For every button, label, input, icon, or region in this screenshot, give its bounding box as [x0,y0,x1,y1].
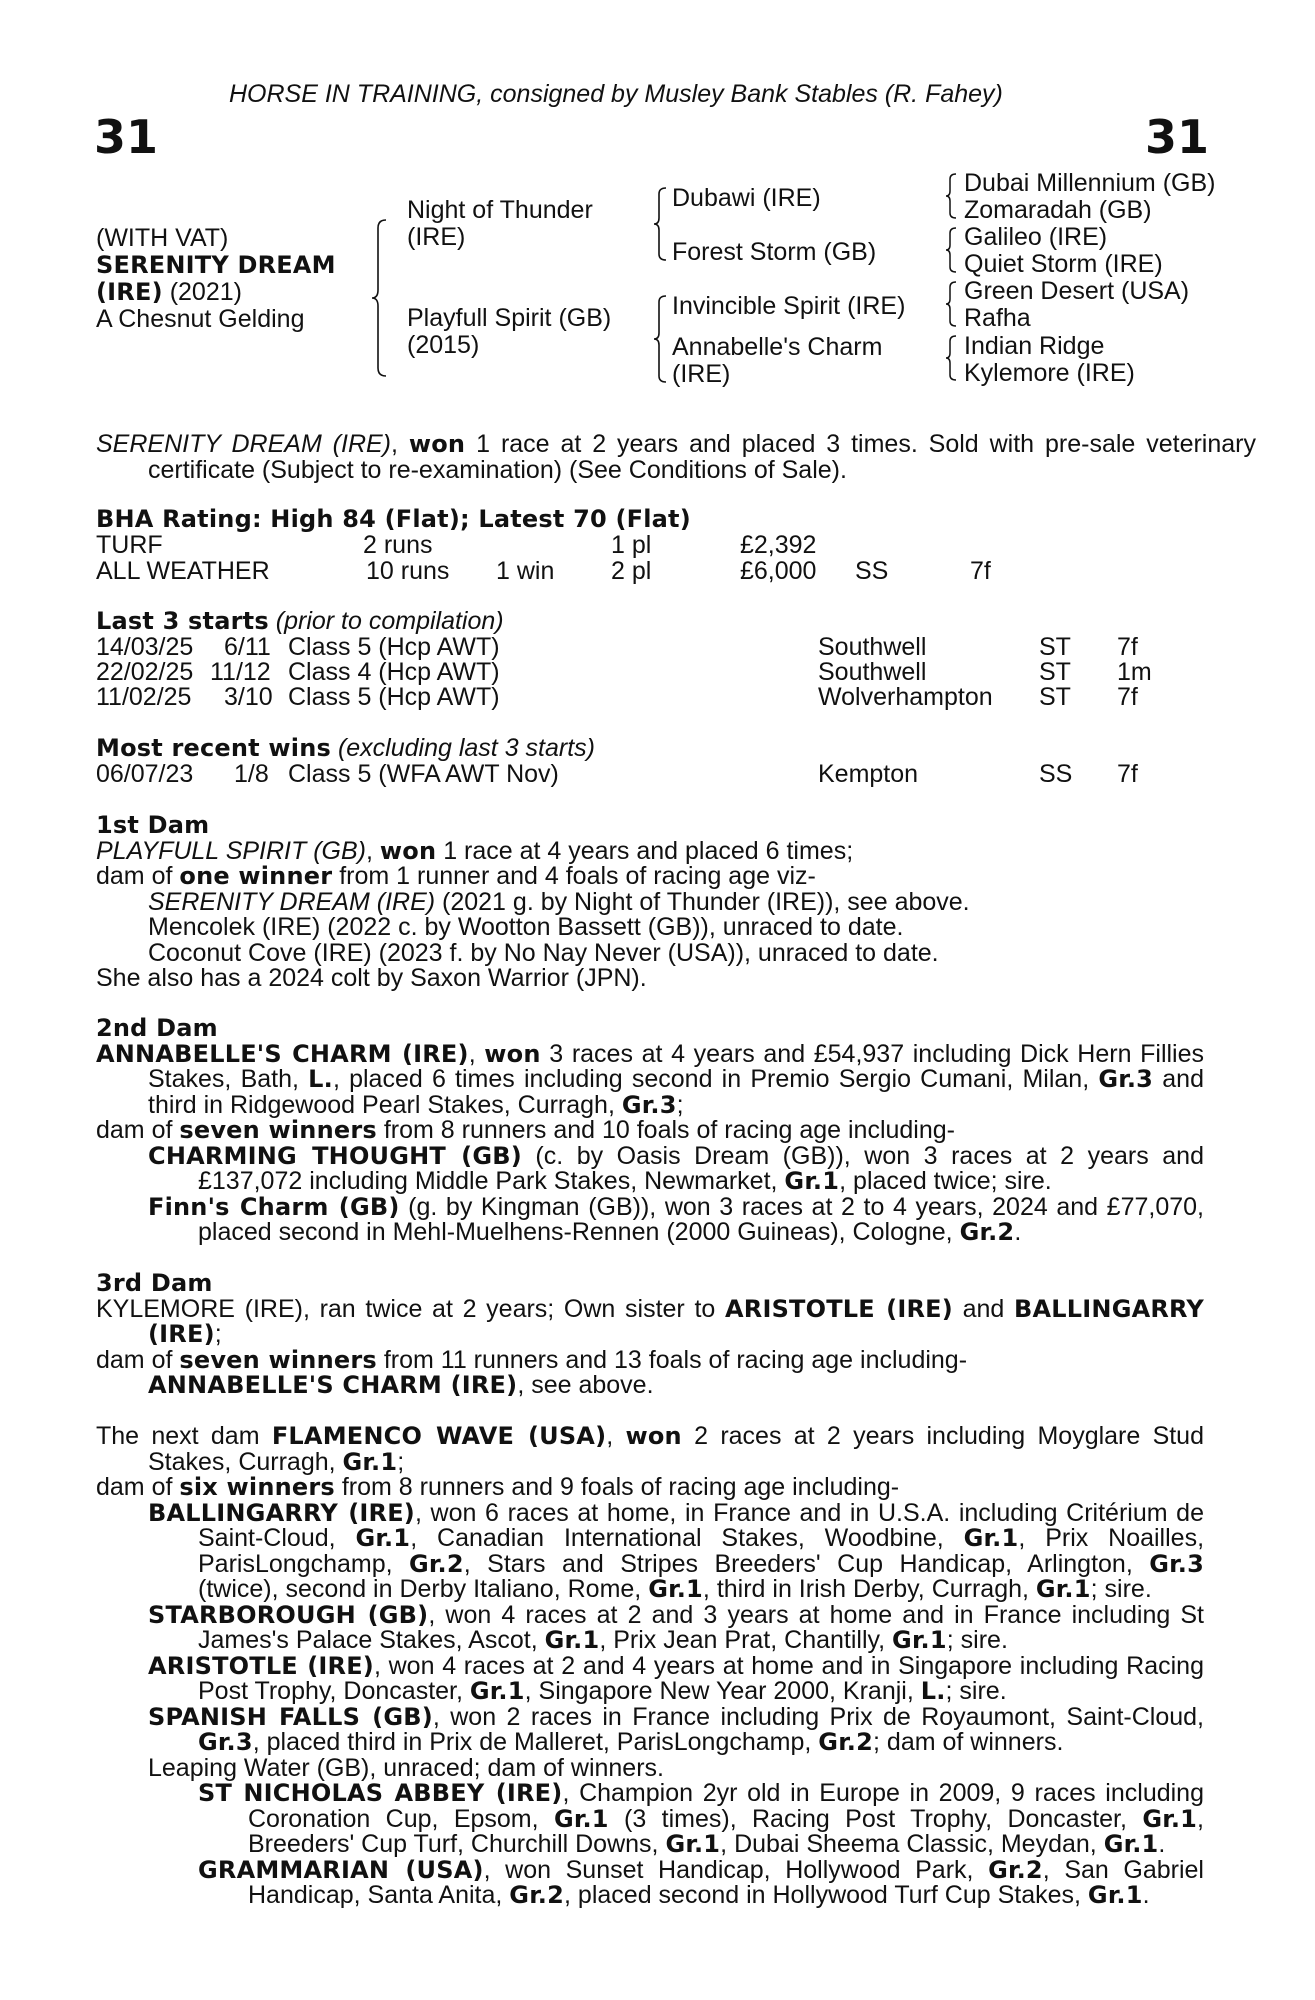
text: , Prix Jean Prat, Chantilly, [599,1626,893,1654]
pedigree-g7: Indian Ridge [964,331,1105,360]
progeny-text: (2021 g. by Night of Thunder (IRE)), see above. [435,887,970,916]
last3-position: 6/11 [224,633,271,661]
last3-going: ST [1039,683,1071,711]
horse-name-line1: SERENITY DREAM [96,251,336,279]
aw-prize: £6,000 [740,557,817,585]
first-dam-from: from 1 runner and 4 foals of racing age viz- [332,862,816,890]
lot-number-left: 31 [94,110,159,164]
text: , won Sunset Handicap, Hollywood Park, [483,1855,989,1884]
group: Gr.1 [784,1167,840,1195]
progeny-text: , placed twice; sire. [839,1167,1052,1195]
recent-course: Kempton [818,760,919,788]
last3-note: (prior to compilation) [268,607,504,635]
pedigree-g1: Dubai Millennium (GB) [964,169,1216,197]
text: and third in Ridgewood Pearl Stakes, Curragh, [148,1065,1204,1119]
text: , won 6 races at home, in France and in U.S.A. including Critérium de Saint-Cloud, [198,1498,1204,1552]
third-dam-produce [96,1345,1204,1374]
race-summary [96,432,1256,483]
first-dam-damof: dam of [96,862,180,890]
group: Gr.1 [892,1626,947,1654]
group: Gr.1 [342,1447,398,1476]
text: (twice), second in Derby Italiano, Rome, [198,1575,649,1603]
pedigree-brace-g34 [944,226,958,274]
won: won [484,1039,541,1068]
second-dam-heading: 2nd Dam [96,1014,218,1042]
group: Gr.1 [469,1677,525,1705]
group: Gr.1 [665,1830,721,1858]
first-dam-won: won [379,836,437,865]
last3-heading [96,609,504,635]
last3-date: 11/02/25 [96,683,192,711]
first-dam-heading: 1st Dam [96,811,210,839]
progeny-name: GRAMMARIAN (USA) [198,1855,484,1884]
text: ; [676,1090,684,1119]
first-dam-also: She also has a 2024 colt by Saxon Warrior (JPN). [96,964,647,992]
group: Gr.3 [198,1728,253,1756]
pedigree-sire-line1: Night of Thunder [407,196,593,224]
group: Gr.2 [818,1728,874,1756]
first-dam-line [96,836,1204,865]
sep: , [468,1039,485,1068]
pedigree-dam-sire: Invincible Spirit (IRE) [672,292,906,320]
progeny-name: SPANISH FALLS (GB) [148,1702,433,1731]
summary-won: won [408,430,466,458]
turf-runs: 2 runs [363,531,433,559]
text: 2 races at 2 years including Moyglare Stud Stakes, Curragh, [148,1422,1204,1476]
progeny-name: Finn's Charm (GB) [148,1192,400,1221]
next-dam-name: FLAMENCO WAVE (USA) [271,1422,607,1450]
group: Gr.2 [509,1881,565,1909]
from: from 8 runners and 10 foals of racing age including- [376,1116,955,1144]
pedigree-dam-dam [672,334,882,388]
pedigree-sire-line2: (IRE) [407,223,466,251]
progeny-name: ST NICHOLAS ABBEY (IRE) [198,1779,563,1807]
winners: seven winners [179,1345,377,1374]
text: , Champion 2yr old in Europe in 2009, 9 races including Coronation Cup, Epsom, [248,1779,1204,1833]
text: , third in Irish Derby, Curragh, [702,1575,1036,1603]
text: , Canadian International Stakes, Woodbine, [410,1524,964,1552]
aw-distance: 7f [970,557,991,585]
last3-date: 22/02/25 [96,658,194,686]
text: (3 times), Racing Post Trophy, Doncaster, [608,1804,1143,1833]
progeny-text: (c. by Oasis Dream (GB)), won 3 races at 2 years and £137,072 including Middle Park Stakes, Newmarket, [198,1141,1204,1195]
pedigree-g4: Quiet Storm (IRE) [964,250,1163,279]
group: Gr.3 [1149,1549,1204,1578]
group: Gr.1 [648,1575,703,1603]
progeny-name: SERENITY DREAM (IRE) [148,887,436,916]
third-dam-progeny-1 [96,1373,1204,1399]
vat-note: (WITH VAT) [96,224,229,252]
pedigree-dam-dam-line2: (IRE) [672,360,731,388]
consignor-line: HORSE IN TRAINING, consigned by Musley Bank Stables (R. Fahey) [229,80,1003,108]
horse-year: (2021) [162,278,242,306]
second-dam-name: ANNABELLE'S CHARM (IRE) [96,1039,469,1068]
horse-name-line2: (IRE) [96,278,163,306]
winners: six winners [179,1473,335,1501]
from: from 11 runners and 13 foals of racing age including- [376,1345,968,1374]
sep: , [606,1422,626,1450]
last3-distance: 7f [1117,633,1138,661]
progeny-text: . [1014,1218,1022,1246]
last3-class: Class 5 (Hcp AWT) [288,683,500,711]
recent-class: Class 5 (WFA AWT Nov) [288,760,559,788]
next-dam-progeny-starborough [96,1600,1205,1654]
aw-label: ALL WEATHER [96,557,270,585]
recent-position: 1/8 [234,760,269,788]
first-dam-sep: , [365,836,380,865]
lot-number-right: 31 [1145,110,1210,164]
turf-prize: £2,392 [740,531,817,559]
recent-going: SS [1039,760,1073,788]
text: ; dam of winners. [873,1728,1064,1756]
text: , Singapore New Year 2000, Kranji, [524,1677,921,1705]
text: , won 2 races in France including Prix de Royaumont, Saint-Cloud, [432,1702,1204,1731]
text: 3 races at 4 years and £54,937 including Dick Hern Fillies Stakes, Bath, [148,1039,1205,1093]
text: , placed second in Hollywood Turf Cup Stakes, [564,1881,1088,1909]
progeny-text: (g. by Kingman (GB)), won 3 races at 2 to 4 years, 2024 and £77,070, placed second in Mehl-Muelhens-Rennen (2000 Guineas), Cologne, [198,1192,1204,1246]
next-dam-progeny-leaping-water: Leaping Water (GB), unraced; dam of winners. [148,1753,664,1782]
sibling-name: BALLINGARRY (IRE) [148,1294,1205,1348]
summary-text: 1 race at 2 years and placed 3 times. Sold with pre-sale veterinary certificate (Subject to re-examination) (See Conditions of Sale). [148,430,1256,484]
text: ; sire. [946,1626,1008,1654]
pedigree-sire-sire: Dubawi (IRE) [672,184,821,212]
first-dam-name: PLAYFULL SPIRIT (GB) [96,836,366,865]
pedigree-g8: Kylemore (IRE) [964,358,1135,387]
pedigree-g2: Zomaradah (GB) [964,196,1152,225]
aw-placed: 2 pl [611,557,652,585]
text: . [1158,1830,1166,1858]
text: KYLEMORE (IRE), ran twice at 2 years; Own sister to [96,1294,725,1323]
pedigree-g5: Green Desert (USA) [964,277,1190,306]
last3-class: Class 4 (Hcp AWT) [288,658,500,686]
grandprogeny-grammarian [96,1855,1204,1909]
group: Gr.2 [959,1218,1015,1246]
progeny-name: STARBOROUGH (GB) [148,1600,429,1629]
first-dam-progeny-3: Coconut Cove (IRE) (2023 f. by No Nay Never (USA)), unraced to date. [148,938,939,967]
second-dam-record [96,1039,1205,1119]
pedigree-brace-dam-parents [652,294,668,384]
progeny-name: CHARMING THOUGHT (GB) [148,1141,522,1170]
text: ; [397,1447,405,1476]
pedigree-g3: Galileo (IRE) [964,223,1108,252]
pedigree-brace-g56 [944,280,958,328]
text: , Stars and Stripes Breeders' Cup Handicap, Arlington, [463,1549,1150,1578]
text: , won 4 races at 2 and 4 years at home and in Singapore including Racing Post Trophy, Doncaster, [198,1651,1204,1705]
last3-position: 3/10 [224,683,273,711]
first-dam-text: 1 race at 4 years and placed 6 times; [436,836,854,865]
text: , Breeders' Cup Turf, Churchill Downs, [248,1804,1204,1858]
damof: dam of [96,1345,180,1374]
next-dam-progeny-ballingarry [96,1498,1205,1603]
last3-going: ST [1039,633,1071,661]
aw-wins: 1 win [496,557,555,585]
last3-going: ST [1039,658,1071,686]
group: Gr.2 [409,1549,464,1578]
text: , placed 6 times including second in Premio Sergio Cumani, Milan, [332,1065,1099,1093]
damof: dam of [96,1473,180,1501]
pedigree-brace-sire-parents [652,186,668,262]
summary-separator: , [391,430,409,458]
next-dam-record [96,1424,1204,1475]
last3-class: Class 5 (Hcp AWT) [288,633,500,661]
aw-going: SS [855,557,889,585]
group: Gr.3 [1098,1065,1154,1093]
last3-distance: 1m [1117,658,1152,686]
recent-date: 06/07/23 [96,760,194,788]
text: The next dam [96,1422,272,1450]
last3-date: 14/03/25 [96,633,194,661]
horse-name [96,252,336,333]
first-dam-section [96,813,1204,992]
pedigree-sire [407,197,593,251]
summary-horse-name: SERENITY DREAM (IRE) [96,430,391,458]
horse-description: A Chesnut Gelding [96,305,305,333]
pedigree-brace-g12 [944,172,958,220]
next-dam-section [96,1424,1204,1909]
pedigree-dam-line1: Playfull Spirit (GB) [407,304,612,332]
last3-course: Wolverhampton [818,683,993,711]
pedigree-dam-line2: (2015) [407,331,480,359]
last3-course: Southwell [818,633,927,661]
progeny-text: , see above. [517,1371,654,1399]
second-dam-progeny-1 [96,1141,1204,1195]
next-dam-progeny-aristotle [96,1651,1204,1705]
pedigree-dam-dam-line1: Annabelle's Charm [672,333,883,361]
last3-position: 11/12 [210,658,271,686]
aw-runs: 10 runs [366,557,450,585]
third-dam-section [96,1271,1204,1399]
text: , San Gabriel Handicap, Santa Anita, [248,1855,1204,1909]
group: Gr.1 [553,1804,609,1833]
group: Gr.1 [1087,1881,1143,1909]
recent-wins-heading-text: Most recent wins [96,734,331,762]
text: , placed third in Prix de Malleret, ParisLongchamp, [252,1728,819,1756]
text: . [1142,1881,1150,1909]
group: Gr.3 [621,1090,677,1119]
second-dam-produce [96,1118,1204,1144]
group: Gr.1 [1103,1830,1159,1858]
group: Gr.1 [544,1626,600,1654]
second-dam-section [96,1016,1204,1246]
text: , won 4 races at 2 and 3 years at home and in France including St James's Palace Stakes, Ascot, [198,1600,1205,1654]
turf-placed: 1 pl [611,531,652,559]
turf-label: TURF [96,531,163,559]
from: from 8 runners and 9 foals of racing age including- [334,1473,900,1501]
first-dam-progeny-1 [96,887,1204,916]
pedigree-brace-sire-dam [370,218,388,378]
text: ; sire. [1090,1575,1152,1603]
group: Gr.1 [355,1524,411,1552]
listed: L. [920,1677,946,1705]
text: , Dubai Sheema Classic, Meydan, [720,1830,1104,1858]
recent-distance: 7f [1117,760,1138,788]
pedigree-sire-dam: Forest Storm (GB) [672,238,877,266]
sibling-name: ARISTOTLE (IRE) [724,1294,953,1323]
pedigree-brace-g78 [944,334,958,382]
progeny-name: ANNABELLE'S CHARM (IRE) [148,1371,518,1399]
bha-rating: BHA Rating: High 84 (Flat); Latest 70 (Flat) [96,505,691,533]
won: won [625,1422,682,1450]
winners: seven winners [179,1116,377,1144]
first-dam-produce [96,864,1204,890]
text: and [952,1294,1015,1323]
last3-distance: 7f [1117,683,1138,711]
last3-course: Southwell [818,658,927,686]
next-dam-produce [96,1475,1204,1501]
progeny-name: ARISTOTLE (IRE) [148,1651,374,1680]
pedigree-grandparents [964,170,1215,387]
second-dam-progeny-2 [96,1192,1204,1246]
text: ; [214,1320,222,1348]
pedigree-g6: Rafha [964,304,1031,333]
pedigree-dam [407,305,611,359]
group: Gr.2 [988,1855,1043,1884]
group: Gr.1 [1142,1804,1198,1833]
last3-heading-text: Last 3 starts [96,607,269,635]
listed: L. [308,1065,333,1093]
first-dam-winners: one winner [179,862,333,890]
third-dam-heading: 3rd Dam [96,1269,213,1297]
group: Gr.1 [1035,1575,1091,1603]
damof: dam of [96,1116,180,1144]
recent-wins-heading [96,736,595,762]
text: ; sire. [945,1677,1007,1705]
group: Gr.1 [963,1524,1019,1552]
recent-wins-note: (excluding last 3 starts) [331,734,595,762]
progeny-name: BALLINGARRY (IRE) [148,1498,415,1527]
next-dam-progeny-spanish-falls [96,1702,1204,1756]
text: , Prix Noailles, ParisLongchamp, [198,1524,1205,1578]
third-dam-record [96,1294,1205,1348]
first-dam-progeny-2: Mencolek (IRE) (2022 c. by Wootton Bassett (GB)), unraced to date. [148,913,904,941]
grandprogeny-st-nicholas-abbey [96,1781,1204,1858]
